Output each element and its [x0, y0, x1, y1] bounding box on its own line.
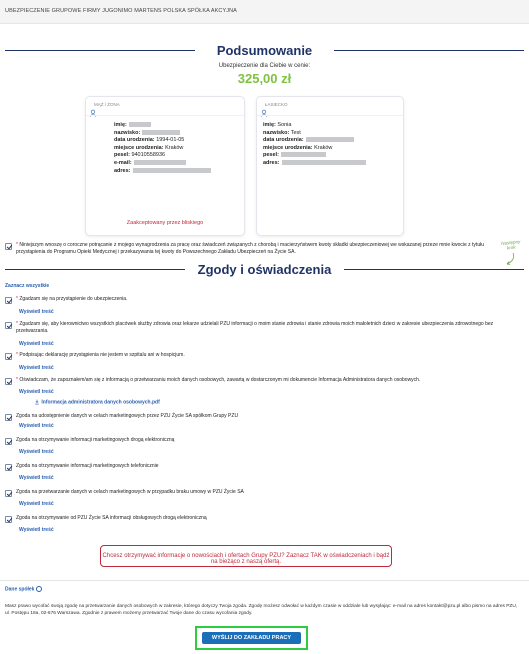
card-row: e-mail: [114, 160, 211, 168]
show-more-link[interactable]: Wyświetl treść [19, 501, 54, 507]
consent-checkbox[interactable] [5, 490, 12, 497]
price-value: 325,00 zł [237, 71, 292, 86]
consent-checkbox[interactable] [5, 353, 12, 360]
consent-checkbox[interactable] [5, 322, 12, 329]
mark-all-link[interactable]: Zaznacz wszystkie [5, 283, 50, 289]
card-row: nazwisko: Test [263, 129, 301, 136]
insured-card-spouse [85, 96, 245, 236]
declaration-text: * Niniejszym wnoszę o coroczne potrącanie z mojego wynagrodzenia za pracę oraz świadczeń związanych z chorobą i macierzyństwem kwoty składki ubezpieczeniowej we wskazanej przeze mnie kwocie z tytułu przystąpienia do Programu Opieki Medycznej i przekazywania tej kwoty do Powszechnego Zakładu Ubezpieczeń na Życie SA. [16, 242, 484, 256]
consent-text: * Podpisując deklarację przystąpienia nie jestem w szpitalu ani w hospicjum. [16, 352, 185, 358]
consent-checkbox[interactable] [5, 516, 12, 523]
company-title: UBEZPIECZENIE GRUPOWE FIRMY JUGONIMO MARTENS POLSKA SPÓŁKA AKCYJNA [5, 8, 237, 14]
card-row: pesel: 94010558936 [114, 152, 166, 159]
summary-title: Podsumowanie [216, 43, 313, 58]
marketing-alert [100, 545, 392, 567]
card-row: nazwisko: [114, 130, 211, 138]
show-more-link[interactable]: Wyświetl treść [19, 341, 54, 347]
marketing-alert-text: Chcesz otrzymywać informacje o nowościach i ofertach Grupy PZU? Zaznacz TAK w oświadczeniach i bądź na bieżąco z naszą ofertą. [102, 553, 390, 565]
card-row: adres: [263, 160, 366, 168]
card-row: data urodzenia: 1994-01-05 [114, 137, 185, 144]
consents-title: Zgody i oświadczenia [197, 262, 332, 277]
next-step-annotation: Następny krok [501, 239, 521, 251]
price-caption: Ubezpieczenie dla Ciebie w cenie: [218, 63, 311, 69]
download-icon [34, 399, 40, 405]
withdraw-consent-note: Masz prawo wycofać swoją zgodę na przetwarzanie danych osobowych w zakresie, którego dotyczy Twoja zgoda. Zgodę możesz odwołać w każdym czasie w oddziale lub wysyłając: e-mail na adres kontakt@pzu.pl albo pismo na adres PZU, ul. Postępu 18a, 02-676 Warszawa. Zgodnie z prawem możemy przetwarzać Twoje dane do czasu wycofania zgody. [5, 604, 518, 616]
consent-text: Zgoda na otrzymywanie informacji marketingowych telefonicznie [16, 463, 159, 469]
card-row: imię: [114, 122, 211, 130]
card-row: adres: [114, 168, 211, 176]
submit-button-label: WYŚLIJ DO ZAKŁADU PRACY [211, 635, 292, 641]
card-row: pesel: [263, 152, 366, 160]
top-bar [0, 0, 529, 24]
consent-text: Zgoda na udostępnienie danych w celach marketingowych przez PZU Życie SA spółkom Grupy PZU [16, 413, 239, 419]
card-row: miejsce urodzenia: Kraków [114, 144, 184, 151]
consent-text: Zgoda na przetwarzanie danych w celach marketingowych w przypadku braku umowy w PZU Życie SA [16, 489, 244, 495]
summary-heading [0, 43, 529, 57]
consent-text: Zgoda na otrzymywanie informacji marketingowych drogą elektroniczną [16, 437, 175, 443]
consent-checkbox[interactable] [5, 438, 12, 445]
card-role: ŁASIECKO [265, 102, 288, 107]
card-row: data urodzenia: [263, 137, 366, 145]
show-more-link[interactable]: Wyświetl treść [19, 365, 54, 371]
submit-button[interactable] [202, 632, 301, 644]
consent-checkbox[interactable] [5, 378, 12, 385]
info-icon [36, 586, 42, 592]
show-more-link[interactable]: Wyświetl treść [19, 389, 54, 395]
declaration-checkbox[interactable] [5, 243, 12, 250]
card-row: miejsce urodzenia: Kraków [263, 144, 333, 151]
consent-text: * Oświadczam, że zapoznałem/am się z informacją o przetwarzaniu moich danych osobowych, zawartą w dostarczonym mi dokumencie Informacja Administratora danych osobowych. [16, 377, 421, 383]
consent-checkbox[interactable] [5, 414, 12, 421]
show-more-link[interactable]: Wyświetl treść [19, 475, 54, 481]
card-row: imię: Sonia [263, 122, 292, 128]
consent-text: * Zgadzam się na przystąpienie do ubezpieczenia. [16, 296, 128, 302]
show-more-link[interactable]: Wyświetl treść [19, 449, 54, 455]
show-more-link[interactable]: Wyświetl treść [19, 423, 54, 429]
consent-text: Zgoda na otrzymywanie od PZU Życie SA informacji obsługowych drogą elektroniczną [16, 515, 207, 521]
accepted-status: Zaakceptowany przez bliskiego [126, 220, 204, 226]
company-data-link[interactable]: Dane spółek [5, 586, 42, 592]
show-more-link[interactable]: Wyświetl treść [19, 309, 54, 315]
show-more-link[interactable]: Wyświetl treść [19, 527, 54, 533]
consent-checkbox[interactable] [5, 464, 12, 471]
consents-heading [0, 262, 529, 276]
insured-card-child [256, 96, 404, 236]
card-role: MĄŻ / ŻONA [94, 102, 120, 107]
consent-checkbox[interactable] [5, 297, 12, 304]
consent-text: * Zgadzam się, aby kierownictwo wszystkich placówek służby zdrowia oraz lekarze udzielali PZU informacji o moim stanie zdrowia i stanie zdrowia moich małoletnich dzieci w zakresie ubezpieczenia zdrowotnego bez przetwarzania. [16, 321, 494, 335]
document-link[interactable]: Informacja administratora danych osobowych.pdf [34, 399, 160, 405]
submit-highlight [195, 626, 308, 650]
